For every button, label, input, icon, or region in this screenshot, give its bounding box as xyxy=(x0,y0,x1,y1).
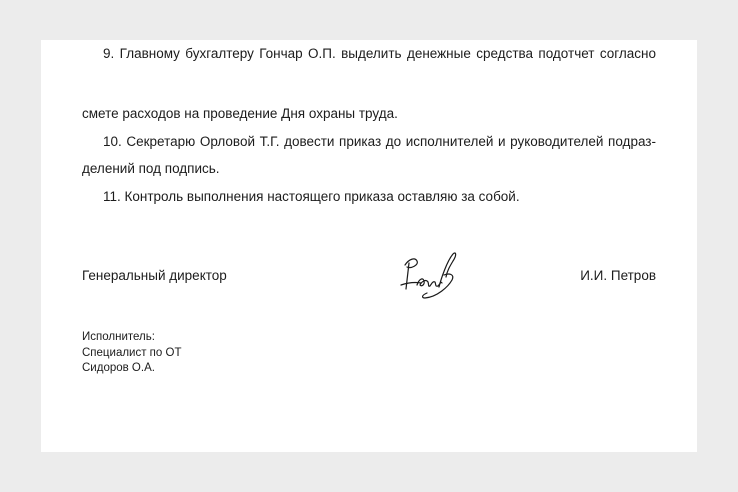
executor-block xyxy=(82,330,181,377)
signatory-name: И.И. Петров xyxy=(580,268,656,283)
paragraph-9-line-1: 9. Главному бухгалтеру Гончар О.П. выделить денежные средства подотчет согласно xyxy=(103,46,656,61)
paragraph-10-line-1: 10. Секретарю Орловой Т.Г. довести приказ до исполнителей и руководителей подраз- xyxy=(103,134,656,149)
executor-role: Специалист по ОТ xyxy=(82,346,182,359)
paragraph-10-line-2: делений под подпись. xyxy=(82,161,220,176)
signatory-position: Генеральный директор xyxy=(82,268,227,283)
paragraph-9-line-2: смете расходов на проведение Дня охраны труда. xyxy=(82,106,398,121)
paragraph-11-line-1: 11. Контроль выполнения настоящего приказа оставляю за собой. xyxy=(103,189,520,204)
handwritten-signature xyxy=(395,245,467,301)
executor-name: Сидоров О.А. xyxy=(82,362,155,374)
document-page xyxy=(41,40,697,452)
executor-label: Исполнитель: xyxy=(82,331,155,343)
